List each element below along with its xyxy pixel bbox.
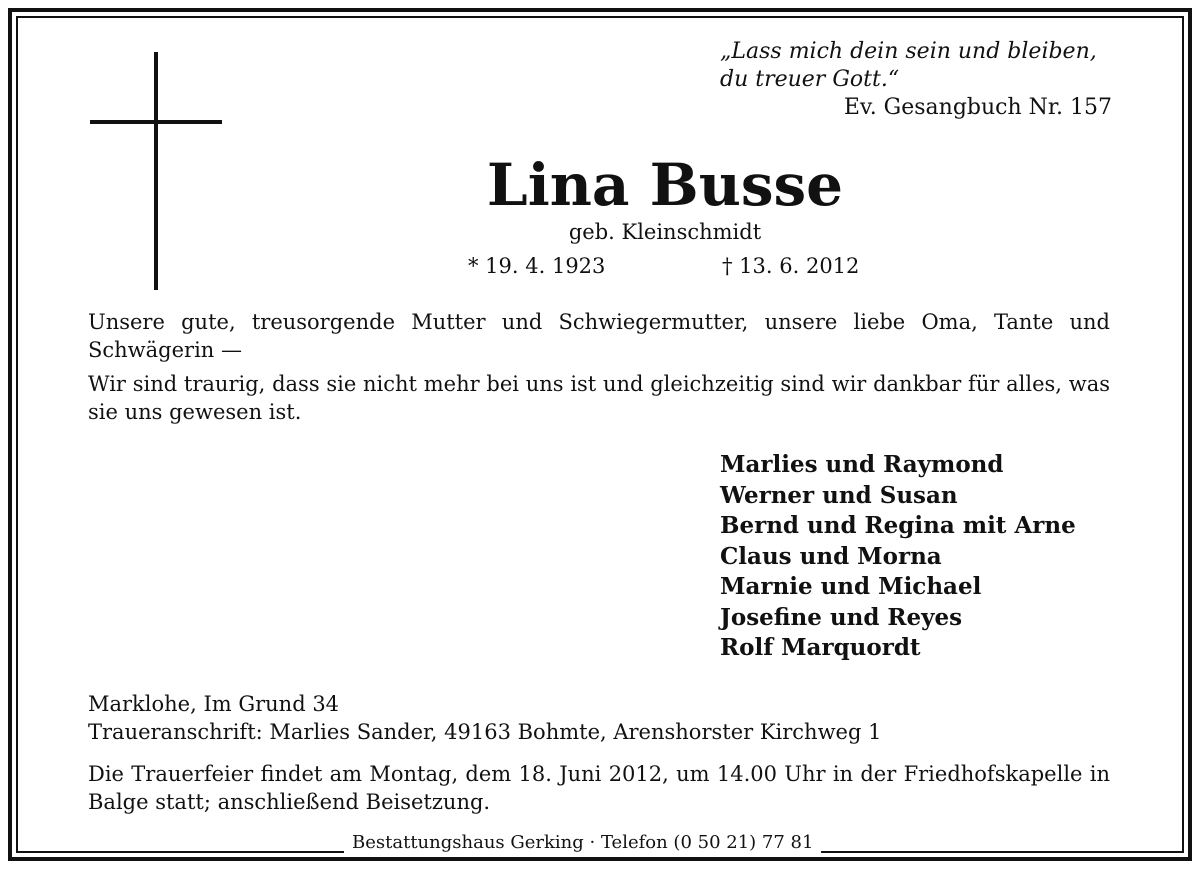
birth-date: * 19. 4. 1923: [468, 254, 606, 278]
death-date: † 13. 6. 2012: [722, 254, 860, 278]
cross-horizontal-bar: [90, 120, 222, 124]
cross-vertical-bar: [154, 52, 158, 290]
mourner-item: Bernd und Regina mit Arne: [720, 512, 1076, 539]
gratitude-paragraph: Wir sind traurig, dass sie nicht mehr bei uns ist und gleichzeitig sind wir dankbar für alles, was sie uns gewesen ist.: [88, 372, 1110, 424]
hymn-quote-line-2: du treuer Gott.“: [720, 67, 900, 92]
mourner-item: Marnie und Michael: [720, 573, 982, 600]
mourners-list: [720, 450, 1076, 664]
hymn-source: Ev. Gesangbuch Nr. 157: [843, 95, 1112, 120]
maiden-name: geb. Kleinschmidt: [568, 220, 762, 244]
residence-address: Marklohe, Im Grund 34: [88, 692, 340, 716]
deceased-name: Lina Busse: [486, 151, 844, 219]
hymn-quote-line-1: „Lass mich dein sein und bleiben,: [720, 39, 1097, 64]
mourner-item: Werner und Susan: [720, 481, 958, 509]
funeral-home-contact: Bestattungshaus Gerking · Telefon (0 50 21) 77 81: [344, 830, 821, 856]
mourner-item: Rolf Marquordt: [720, 634, 921, 661]
mourner-item: Marlies und Raymond: [720, 451, 1004, 478]
mourner-item: Claus und Morna: [720, 542, 942, 570]
funeral-service-info: Die Trauerfeier findet am Montag, dem 18. Juni 2012, um 14.00 Uhr in der Friedhofskapelle in Balge statt; anschließend Beisetzung.: [88, 762, 1110, 814]
mourner-item: Josefine und Reyes: [720, 603, 963, 631]
tribute-paragraph: Unsere gute, treusorgende Mutter und Schwiegermutter, unsere liebe Oma, Tante und Schwägerin —: [88, 310, 1110, 362]
mourning-address: Traueranschrift: Marlies Sander, 49163 Bohmte, Arenshorster Kirchweg 1: [88, 720, 882, 744]
hymn-quote: [720, 38, 1112, 122]
